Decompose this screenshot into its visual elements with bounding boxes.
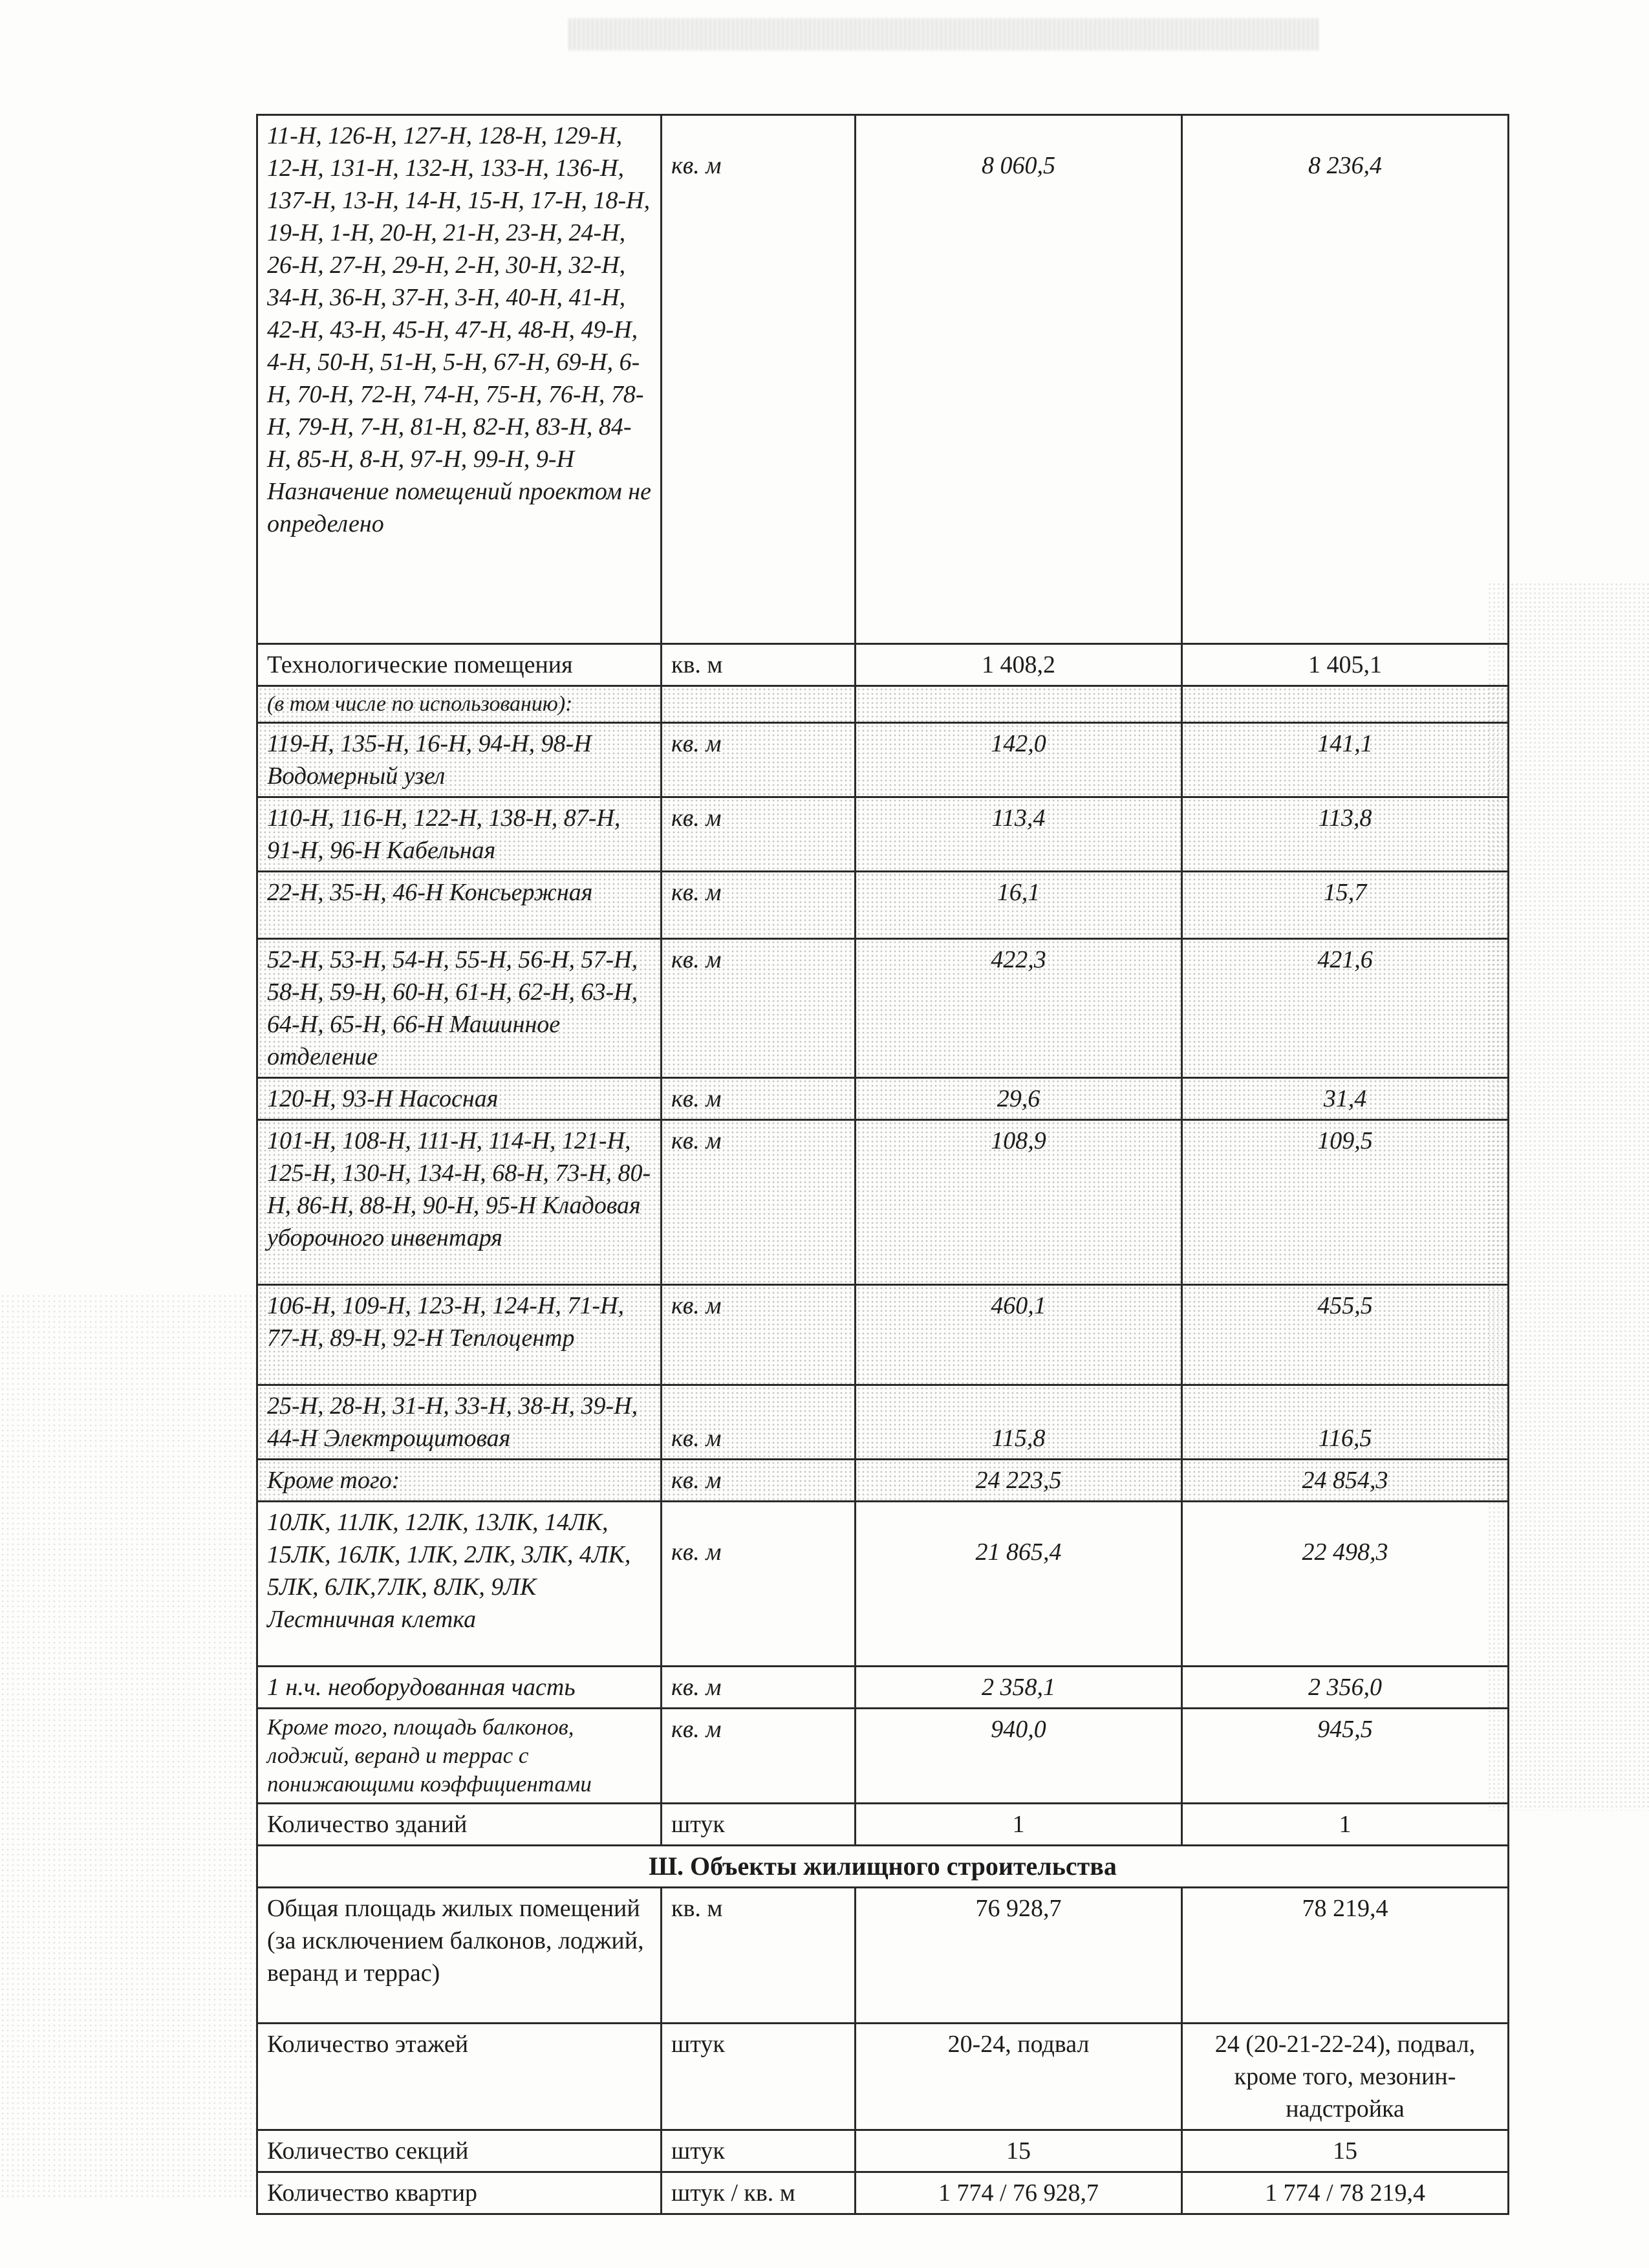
row-value-1: 460,1 bbox=[856, 1285, 1182, 1385]
row-value-1: 29,6 bbox=[856, 1078, 1182, 1120]
row-unit: кв. м bbox=[662, 1385, 856, 1460]
row-name: 25-Н, 28-Н, 31-Н, 33-Н, 38-Н, 39-Н, 44-Н Электрощитовая bbox=[257, 1385, 662, 1460]
row-value-1: 16,1 bbox=[856, 872, 1182, 939]
row-value-2: 113,8 bbox=[1182, 797, 1509, 872]
row-unit: штук bbox=[662, 2130, 856, 2172]
row-value-2: 455,5 bbox=[1182, 1285, 1509, 1385]
row-name: Общая площадь жилых помещений (за исключением балконов, лоджий, веранд и террас) bbox=[257, 1888, 662, 2024]
row-value-2: 78 219,4 bbox=[1182, 1888, 1509, 2024]
table-row bbox=[257, 1285, 1509, 1385]
row-value-2: 1 405,1 bbox=[1182, 644, 1509, 686]
row-value-2: 15 bbox=[1182, 2130, 1509, 2172]
table-row bbox=[257, 1385, 1509, 1460]
row-value-1: 8 060,5 bbox=[856, 115, 1182, 644]
row-value-1: 115,8 bbox=[856, 1385, 1182, 1460]
row-value-2: 109,5 bbox=[1182, 1120, 1509, 1285]
table-row bbox=[257, 2130, 1509, 2172]
table-row bbox=[257, 723, 1509, 797]
row-value-2: 421,6 bbox=[1182, 939, 1509, 1078]
table-row bbox=[257, 2024, 1509, 2130]
row-name: Кроме того: bbox=[257, 1460, 662, 1502]
table-row bbox=[257, 2172, 1509, 2214]
row-value-1: 76 928,7 bbox=[856, 1888, 1182, 2024]
table-row bbox=[257, 1667, 1509, 1709]
table-row bbox=[257, 115, 1509, 644]
table-row bbox=[257, 1888, 1509, 2024]
row-value-1: 1 bbox=[856, 1804, 1182, 1846]
section-header bbox=[257, 1846, 1509, 1888]
row-value-2: 31,4 bbox=[1182, 1078, 1509, 1120]
row-name: 120-Н, 93-Н Насосная bbox=[257, 1078, 662, 1120]
row-name: 11-Н, 126-Н, 127-Н, 128-Н, 129-Н, 12-Н, 131-Н, 132-Н, 133-Н, 136-Н, 137-Н, 13-Н, 14-Н, 15-Н, 17-Н, 18-Н, 19-Н, 1-Н, 20-Н, 21-Н, 23-Н, 24-Н, 26-Н, 27-Н, 29-Н, 2-Н, 30-Н, 32-Н, 34-Н, 36-Н, 37-Н, 3-Н, 40-Н, 41-Н, 42-Н, 43-Н, 45-Н, 47-Н, 48-Н, 49-Н, 4-Н, 50-Н, 51-Н, 5-Н, 67-Н, 69-Н, 6-Н, 70-Н, 72-Н, 74-Н, 75-Н, 76-Н, 78-Н, 79-Н, 7-Н, 81-Н, 82-Н, 83-Н, 84-Н, 85-Н, 8-Н, 97-Н, 99-Н, 9-Н Назначение помещений проектом не определено bbox=[257, 115, 662, 644]
row-unit: кв. м bbox=[662, 1285, 856, 1385]
row-unit: кв. м bbox=[662, 1709, 856, 1804]
scan-artifact-left bbox=[0, 1293, 259, 2199]
row-unit: кв. м bbox=[662, 939, 856, 1078]
row-unit: кв. м bbox=[662, 1460, 856, 1502]
row-name: 119-Н, 135-Н, 16-Н, 94-Н, 98-Н Водомерный узел bbox=[257, 723, 662, 797]
scan-artifact-right bbox=[1487, 582, 1649, 1811]
row-name: 10ЛК, 11ЛК, 12ЛК, 13ЛК, 14ЛК, 15ЛК, 16ЛК, 1ЛК, 2ЛК, 3ЛК, 4ЛК, 5ЛК, 6ЛК,7ЛК, 8ЛК, 9ЛК Лестничная клетка bbox=[257, 1502, 662, 1667]
building-characteristics-table bbox=[256, 114, 1509, 2215]
row-unit: кв. м bbox=[662, 1888, 856, 2024]
section-title: Ш. Объекты жилищного строительства bbox=[257, 1846, 1509, 1888]
row-value-1: 142,0 bbox=[856, 723, 1182, 797]
row-name: Количество зданий bbox=[257, 1804, 662, 1846]
row-name: 106-Н, 109-Н, 123-Н, 124-Н, 71-Н, 77-Н, 89-Н, 92-Н Теплоцентр bbox=[257, 1285, 662, 1385]
row-unit: кв. м bbox=[662, 115, 856, 644]
row-unit: кв. м bbox=[662, 1078, 856, 1120]
row-name: 101-Н, 108-Н, 111-Н, 114-Н, 121-Н, 125-Н, 130-Н, 134-Н, 68-Н, 73-Н, 80-Н, 86-Н, 88-Н, 90-Н, 95-Н Кладовая уборочного инвентаря bbox=[257, 1120, 662, 1285]
row-value-1: 2 358,1 bbox=[856, 1667, 1182, 1709]
row-value-1: 113,4 bbox=[856, 797, 1182, 872]
row-name: (в том числе по использованию): bbox=[257, 686, 662, 723]
row-value-1: 21 865,4 bbox=[856, 1502, 1182, 1667]
row-unit: кв. м bbox=[662, 1667, 856, 1709]
row-value-1: 20-24, подвал bbox=[856, 2024, 1182, 2130]
row-value-2: 1 bbox=[1182, 1804, 1509, 1846]
row-value-1: 940,0 bbox=[856, 1709, 1182, 1804]
table-row bbox=[257, 644, 1509, 686]
row-unit bbox=[662, 686, 856, 723]
row-unit: кв. м bbox=[662, 797, 856, 872]
row-unit: кв. м bbox=[662, 1120, 856, 1285]
table-row bbox=[257, 1804, 1509, 1846]
table-row bbox=[257, 1120, 1509, 1285]
row-value-2: 22 498,3 bbox=[1182, 1502, 1509, 1667]
row-value-2: 24 (20-21-22-24), подвал, кроме того, мезонин-надстройка bbox=[1182, 2024, 1509, 2130]
row-value-2: 24 854,3 bbox=[1182, 1460, 1509, 1502]
row-unit: кв. м bbox=[662, 872, 856, 939]
row-name: 1 н.ч. необорудованная часть bbox=[257, 1667, 662, 1709]
row-value-2: 8 236,4 bbox=[1182, 115, 1509, 644]
row-value-2: 2 356,0 bbox=[1182, 1667, 1509, 1709]
table-row bbox=[257, 797, 1509, 872]
row-unit: кв. м bbox=[662, 723, 856, 797]
row-unit: кв. м bbox=[662, 1502, 856, 1667]
row-value-2: 15,7 bbox=[1182, 872, 1509, 939]
row-name: 22-Н, 35-Н, 46-Н Консьержная bbox=[257, 872, 662, 939]
table-row bbox=[257, 872, 1509, 939]
row-value-1: 1 774 / 76 928,7 bbox=[856, 2172, 1182, 2214]
row-name: Технологические помещения bbox=[257, 644, 662, 686]
row-value-1: 15 bbox=[856, 2130, 1182, 2172]
row-value-1 bbox=[856, 686, 1182, 723]
row-value-1: 1 408,2 bbox=[856, 644, 1182, 686]
row-value-1: 422,3 bbox=[856, 939, 1182, 1078]
row-value-2: 1 774 / 78 219,4 bbox=[1182, 2172, 1509, 2214]
table-row bbox=[257, 1709, 1509, 1804]
row-name: Количество этажей bbox=[257, 2024, 662, 2130]
row-name: Количество квартир bbox=[257, 2172, 662, 2214]
row-value-1: 108,9 bbox=[856, 1120, 1182, 1285]
scan-artifact-top bbox=[569, 18, 1319, 50]
row-value-2: 141,1 bbox=[1182, 723, 1509, 797]
table-row bbox=[257, 939, 1509, 1078]
row-value-1: 24 223,5 bbox=[856, 1460, 1182, 1502]
row-value-2: 116,5 bbox=[1182, 1385, 1509, 1460]
table-row bbox=[257, 1460, 1509, 1502]
row-value-2: 945,5 bbox=[1182, 1709, 1509, 1804]
table-row bbox=[257, 1502, 1509, 1667]
row-unit: кв. м bbox=[662, 644, 856, 686]
row-value-2 bbox=[1182, 686, 1509, 723]
row-unit: штук bbox=[662, 1804, 856, 1846]
row-name: 110-Н, 116-Н, 122-Н, 138-Н, 87-Н, 91-Н, 96-Н Кабельная bbox=[257, 797, 662, 872]
row-unit: штук bbox=[662, 2024, 856, 2130]
table-row bbox=[257, 1078, 1509, 1120]
row-name: Кроме того, площадь балконов, лоджий, веранд и террас с понижающими коэффициентами bbox=[257, 1709, 662, 1804]
table-row bbox=[257, 686, 1509, 723]
row-name: 52-Н, 53-Н, 54-Н, 55-Н, 56-Н, 57-Н, 58-Н, 59-Н, 60-Н, 61-Н, 62-Н, 63-Н, 64-Н, 65-Н, 66-Н Машинное отделение bbox=[257, 939, 662, 1078]
row-unit: штук / кв. м bbox=[662, 2172, 856, 2214]
row-name: Количество секций bbox=[257, 2130, 662, 2172]
